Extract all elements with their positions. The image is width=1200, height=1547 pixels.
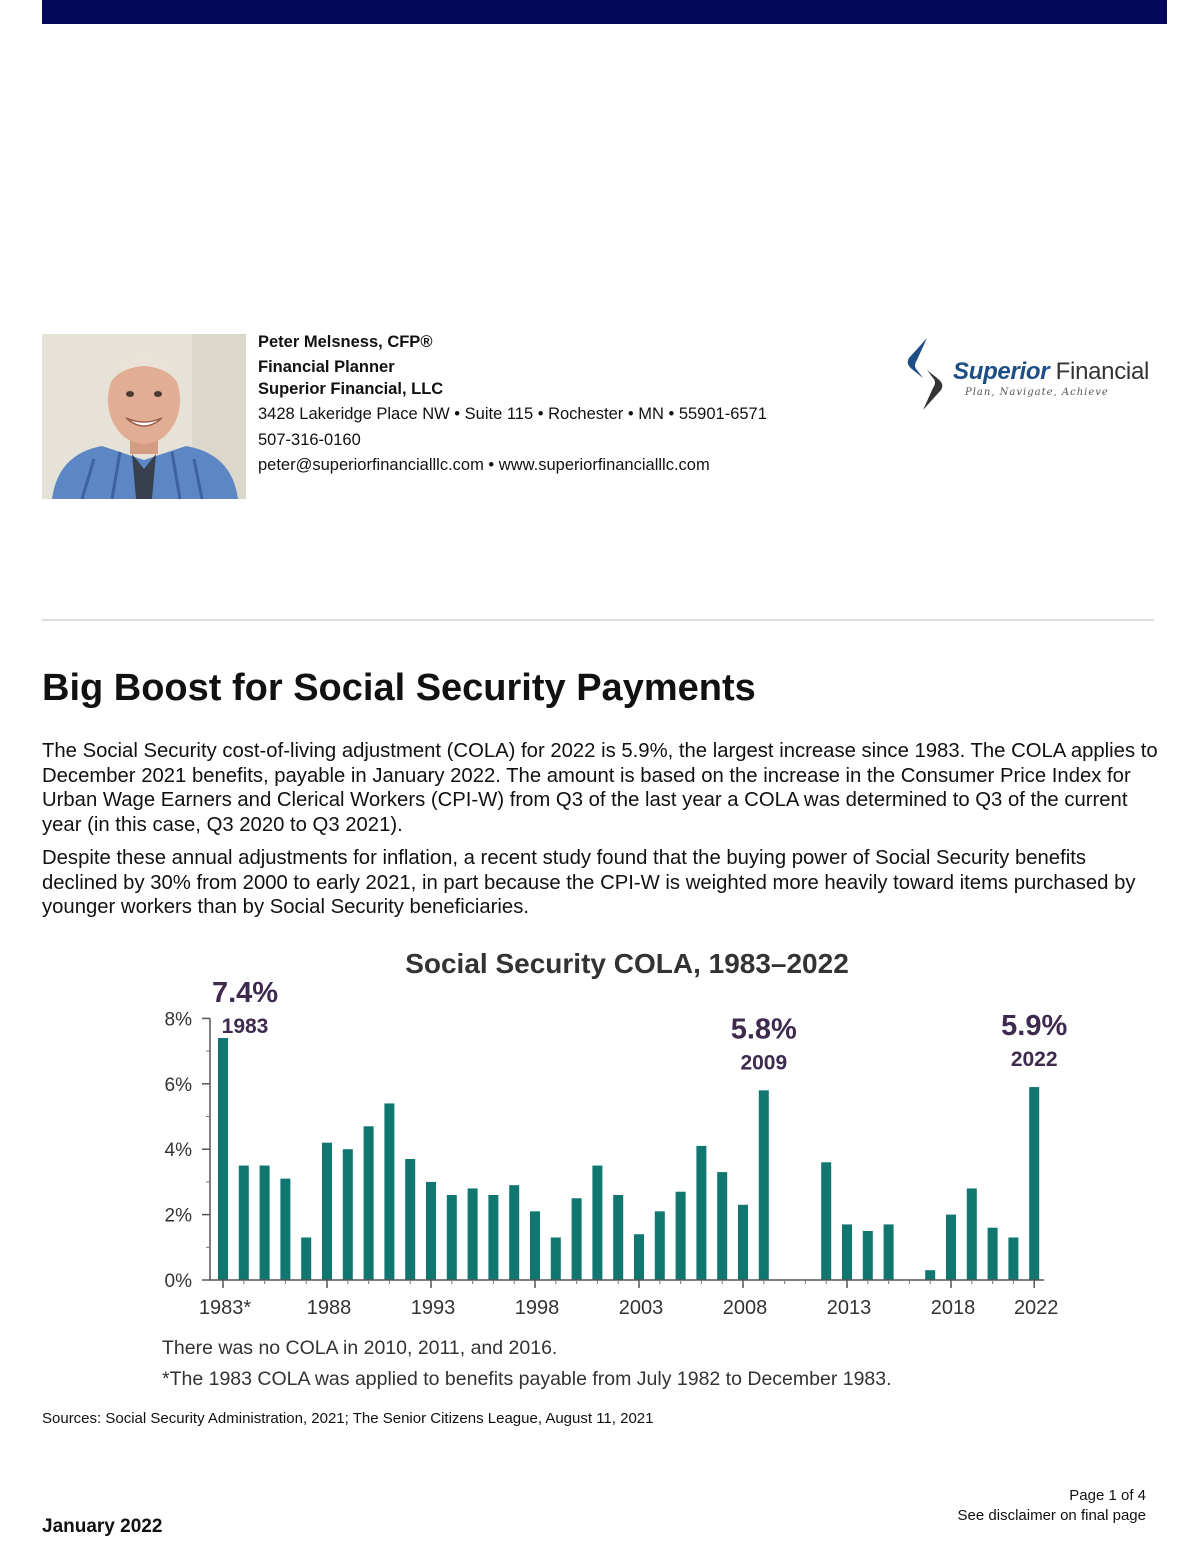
bar-1987 xyxy=(301,1237,311,1280)
bar-1984 xyxy=(239,1166,249,1280)
annotation-year-1983: 1983 xyxy=(221,1015,269,1038)
x-tick-label: 2003 xyxy=(618,1297,664,1319)
page-number: Page 1 of 4 xyxy=(1069,1487,1146,1504)
bar-1999 xyxy=(551,1237,561,1280)
bar-1990 xyxy=(364,1126,374,1280)
annotation-year-2022: 2022 xyxy=(1010,1048,1058,1072)
logo-wordmark xyxy=(953,358,1149,386)
section-divider xyxy=(42,619,1154,621)
cola-bar-chart xyxy=(150,942,1090,1402)
y-tick-label: 0% xyxy=(164,1271,192,1292)
bar-2008 xyxy=(738,1205,748,1280)
bar-1985 xyxy=(260,1166,270,1280)
company-name: Superior Financial, LLC xyxy=(258,379,444,398)
bar-2001 xyxy=(592,1166,602,1280)
bar-2005 xyxy=(676,1192,686,1280)
chart-footnote-1: There was no COLA in 2010, 2011, and 2016. xyxy=(162,1337,558,1359)
article-title: Big Boost for Social Security Payments xyxy=(42,667,756,709)
cola-chart-svg xyxy=(150,942,1090,1402)
top-banner-bar xyxy=(42,0,1167,24)
x-tick-label: 1988 xyxy=(306,1297,352,1319)
sources-note: Sources: Social Security Administration, 2021; The Senior Citizens League, August 11, 2021 xyxy=(42,1410,654,1427)
bar-1994 xyxy=(447,1195,457,1280)
logo-s-mark-icon xyxy=(903,336,947,412)
chart-footnote-2: *The 1983 COLA was applied to benefits payable from July 1982 to December 1983. xyxy=(162,1368,892,1390)
annotation-value-2009: 5.8% xyxy=(730,1013,797,1046)
issue-date: January 2022 xyxy=(42,1516,163,1537)
bar-1989 xyxy=(343,1149,353,1280)
bar-2012 xyxy=(821,1162,831,1280)
disclaimer-note: See disclaimer on final page xyxy=(957,1507,1146,1525)
advisor-photo xyxy=(42,334,246,499)
bar-1997 xyxy=(509,1185,519,1280)
bar-2018 xyxy=(946,1215,956,1280)
bar-1998 xyxy=(530,1211,540,1280)
bar-1983 xyxy=(218,1038,228,1280)
x-tick-label: 1993 xyxy=(410,1297,456,1319)
y-tick-label: 6% xyxy=(164,1074,192,1096)
bar-2021 xyxy=(1008,1237,1018,1280)
bar-2013 xyxy=(842,1224,852,1280)
bar-1996 xyxy=(488,1195,498,1280)
bar-1986 xyxy=(280,1179,290,1280)
logo-word-superior: Superior xyxy=(953,358,1050,385)
company-logo xyxy=(903,336,1153,416)
bar-2009 xyxy=(759,1090,769,1280)
bar-1992 xyxy=(405,1159,415,1280)
bar-2002 xyxy=(613,1195,623,1280)
article-paragraph-1: The Social Security cost-of-living adjustment (COLA) for 2022 is 5.9%, the largest increase since 1983. The COLA applies to December 2021 benefits, payable in January 2022. The amount is based on the increase in the Consumer Price Index for Urban Wage Earners and Clerical Workers (CPI-W) from Q3 of the last year a COLA was determined to Q3 of the current year (in this case, Q3 2020 to Q3 2021). xyxy=(42,740,1158,836)
article-paragraph-2: Despite these annual adjustments for inflation, a recent study found that the buying power of Social Security benefits declined by 30% from 2000 to early 2021, in part because the CPI-W is weighted more heavily toward items purchased by younger workers than by Social Security beneficiaries. xyxy=(42,847,1136,918)
chart-title: Social Security COLA, 1983–2022 xyxy=(405,948,849,979)
logo-word-financial: Financial xyxy=(1055,358,1150,385)
advisor-job-title: Financial Planner xyxy=(258,358,395,377)
bar-2017 xyxy=(925,1270,935,1280)
company-email-website[interactable]: peter@superiorfinancialllc.com • www.superiorfinancialllc.com xyxy=(258,456,710,475)
x-tick-label: 2008 xyxy=(722,1297,768,1319)
bar-1995 xyxy=(468,1188,478,1280)
advisor-contact-block xyxy=(258,332,767,477)
bar-2019 xyxy=(967,1188,977,1280)
y-tick-label: 2% xyxy=(164,1205,192,1227)
bar-2020 xyxy=(988,1228,998,1280)
annotation-value-1983: 7.4% xyxy=(211,977,279,1009)
company-phone: 507-316-0160 xyxy=(258,430,361,449)
bar-2000 xyxy=(572,1198,582,1280)
x-tick-label: 2018 xyxy=(930,1297,976,1319)
x-tick-label: 2013 xyxy=(826,1297,872,1319)
company-address: 3428 Lakeridge Place NW • Suite 115 • Rochester • MN • 55901-6571 xyxy=(258,405,767,424)
bar-2015 xyxy=(884,1224,894,1280)
x-tick-label: 2022 xyxy=(1013,1297,1059,1319)
bar-2004 xyxy=(655,1211,665,1280)
bar-2007 xyxy=(717,1172,727,1280)
annotation-year-2009: 2009 xyxy=(740,1051,788,1075)
advisor-name: Peter Melsness, CFP® xyxy=(258,333,433,351)
logo-tagline: Plan, Navigate, Achieve xyxy=(965,387,1109,398)
x-tick-label: 1983* xyxy=(198,1297,252,1319)
bar-2014 xyxy=(863,1231,873,1280)
bar-1988 xyxy=(322,1143,332,1280)
annotation-value-2022: 5.9% xyxy=(1001,1010,1068,1043)
bar-2006 xyxy=(696,1146,706,1280)
bar-2022 xyxy=(1029,1087,1039,1280)
page-info xyxy=(958,1486,1146,1527)
y-tick-label: 8% xyxy=(164,1009,192,1031)
bar-2003 xyxy=(634,1234,644,1280)
x-tick-label: 1998 xyxy=(514,1297,560,1319)
bar-1991 xyxy=(384,1103,394,1280)
bar-1993 xyxy=(426,1182,436,1280)
y-tick-label: 4% xyxy=(164,1140,192,1162)
advisor-portrait-image xyxy=(42,334,246,499)
